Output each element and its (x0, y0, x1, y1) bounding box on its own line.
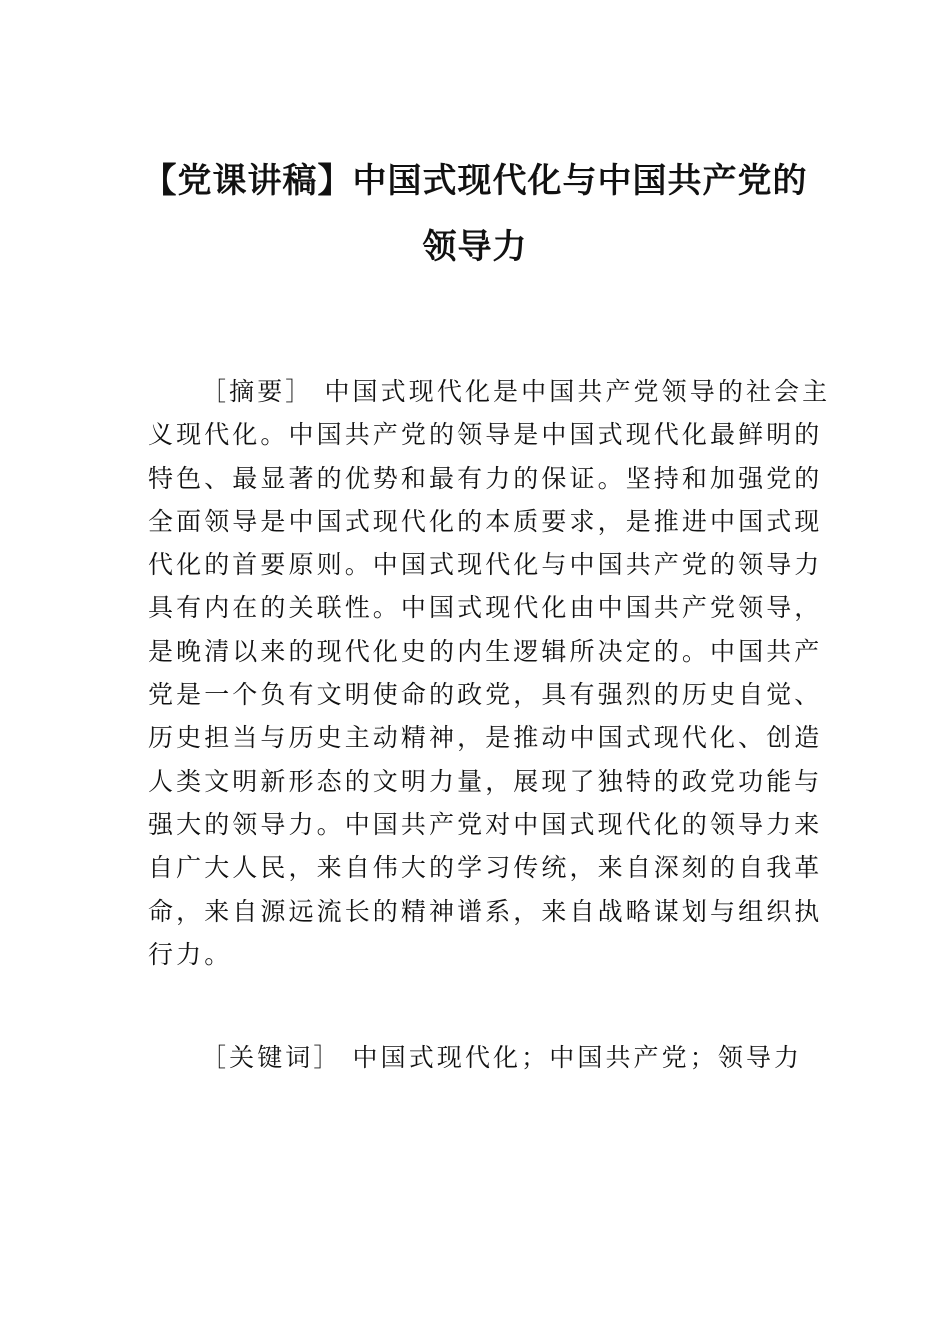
abstract-line: 义现代化。中国共产党的领导是中国式现代化最鲜明的 (148, 420, 823, 450)
abstract-line: 代化的首要原则。中国式现代化与中国共产党的领导力 (148, 550, 823, 580)
abstract-line: 人类文明新形态的文明力量，展现了独特的政党功能与 (148, 766, 823, 796)
abstract-line: 党是一个负有文明使命的政党，具有强烈的历史自觉、 (148, 680, 823, 710)
abstract-line: 历史担当与历史主动精神，是推动中国式现代化、创造 (148, 723, 823, 753)
title-line: 【党课讲稿】中国式现代化与中国共产党的 (142, 161, 808, 201)
abstract-line: 特色、最显著的优势和最有力的保证。坚持和加强党的 (148, 463, 823, 493)
abstract-line: ［摘要］ 中国式现代化是中国共产党领导的社会主 (201, 377, 831, 406)
abstract-line: 是晚清以来的现代化史的内生逻辑所决定的。中国共产 (148, 636, 823, 666)
document-title (130, 148, 820, 280)
abstract-line: 强大的领导力。中国共产党对中国式现代化的领导力来 (148, 809, 823, 839)
abstract-line: 自广大人民，来自伟大的学习传统，来自深刻的自我革 (148, 853, 823, 883)
abstract-line: 具有内在的关联性。中国式现代化由中国共产党领导， (148, 593, 823, 623)
abstract-line: 行力。 (148, 939, 233, 969)
abstract-line: 命，来自源远流长的精神谱系，来自战略谋划与组织执 (148, 896, 823, 926)
keywords-line: ［关键词］ 中国式现代化；中国共产党；领导力 (201, 1043, 803, 1072)
title-line: 领导力 (422, 227, 528, 267)
abstract-line: 全面领导是中国式现代化的本质要求，是推进中国式现 (148, 506, 823, 536)
abstract-paragraph (148, 370, 831, 976)
